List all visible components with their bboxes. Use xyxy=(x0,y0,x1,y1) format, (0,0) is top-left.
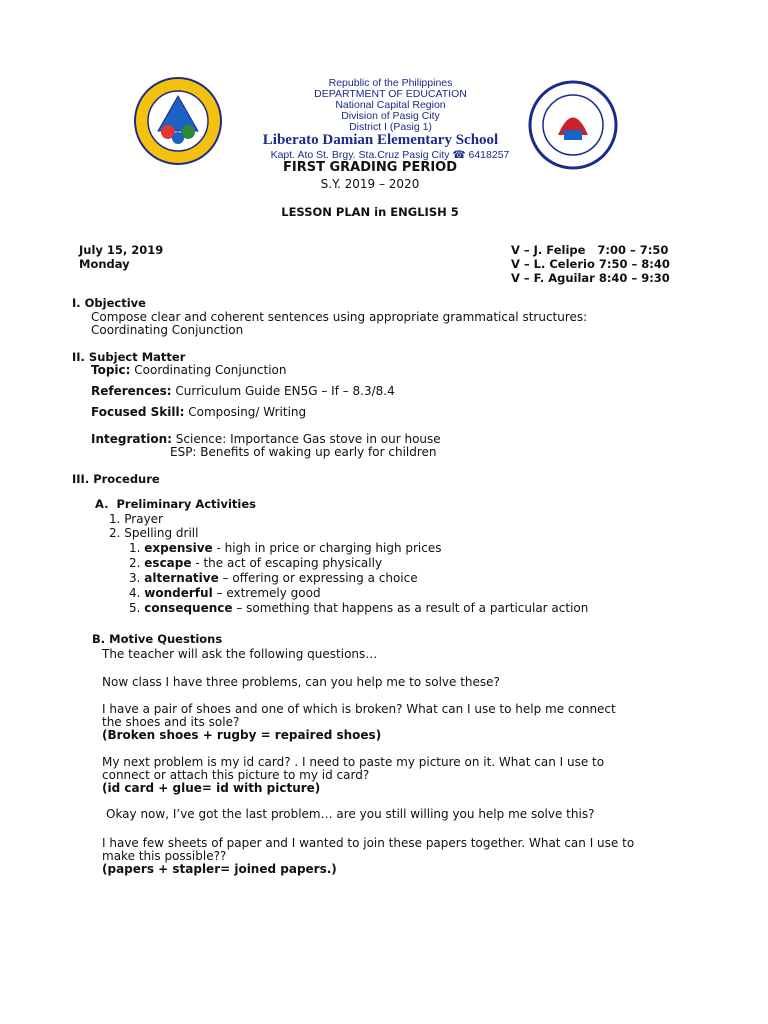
motive-heading: B. Motive Questions xyxy=(92,632,223,646)
skill-value: Composing/ Writing xyxy=(188,405,307,419)
spelling-word-5 xyxy=(129,601,588,615)
topic-row xyxy=(91,363,287,377)
phone-icon: ☎ xyxy=(452,149,466,161)
word-term: consequence xyxy=(144,601,233,615)
integration-esp: ESP: Benefits of waking up early for children xyxy=(170,445,437,459)
subject-heading: II. Subject Matter xyxy=(72,350,186,364)
header-line-4: Division of Pasig City xyxy=(341,110,440,122)
answer-1: (Broken shoes + rugby = repaired shoes) xyxy=(102,728,382,742)
header-line-3: National Capital Region xyxy=(335,99,446,111)
question-3-line-1: I have few sheets of paper and I wanted to join these papers together. What can I use to xyxy=(102,836,635,850)
answer-3: (papers + stapler= joined papers.) xyxy=(102,862,337,876)
answer-2: (id card + glue= id with picture) xyxy=(102,781,321,795)
preliminary-heading: A. Preliminary Activities xyxy=(95,497,256,511)
objective-heading: I. Objective xyxy=(72,296,146,310)
references-row xyxy=(91,384,395,398)
word-definition: – extremely good xyxy=(212,586,321,600)
word-num: 5. xyxy=(129,601,141,615)
division-seal xyxy=(133,76,223,166)
word-term: alternative xyxy=(144,571,219,585)
school-seal xyxy=(528,80,618,170)
references-label: References: xyxy=(91,384,172,398)
school-year: S.Y. 2019 – 2020 xyxy=(320,177,420,191)
word-term: escape xyxy=(144,556,192,570)
word-num: 3. xyxy=(129,571,141,585)
activity-2: 2. Spelling drill xyxy=(109,526,199,540)
procedure-heading: III. Procedure xyxy=(72,472,160,486)
objective-line-1: Compose clear and coherent sentences using appropriate grammatical structures: xyxy=(91,310,588,324)
word-term: expensive xyxy=(144,541,213,555)
question-2-line-1: My next problem is my id card? . I need to paste my picture on it. What can I use to xyxy=(102,755,605,769)
skill-label: Focused Skill: xyxy=(91,405,185,419)
lesson-date: July 15, 2019 xyxy=(79,243,164,257)
word-definition: – offering or expressing a choice xyxy=(218,571,418,585)
word-definition: – something that happens as a result of a particular action xyxy=(232,601,589,615)
spelling-word-1 xyxy=(129,541,441,555)
lesson-day: Monday xyxy=(79,257,130,271)
topic-value: Coordinating Conjunction xyxy=(134,363,287,377)
grading-period: FIRST GRADING PERIOD xyxy=(282,160,458,175)
question-3-intro: Okay now, I’ve got the last problem… are you still willing you help me solve this? xyxy=(106,807,595,821)
phone-number: 6418257 xyxy=(468,149,510,161)
motive-intro: The teacher will ask the following questions… xyxy=(102,647,378,661)
question-2-line-2: connect or attach this picture to my id card? xyxy=(102,768,370,782)
header-line-1: Republic of the Philippines xyxy=(328,77,453,89)
question-3-line-2: make this possible?? xyxy=(102,849,227,863)
skill-row xyxy=(91,405,306,419)
word-num: 2. xyxy=(129,556,141,570)
problems-intro: Now class I have three problems, can you help me to solve these? xyxy=(102,675,500,689)
word-num: 4. xyxy=(129,586,141,600)
integration-science: Science: Importance Gas stove in our house xyxy=(175,432,441,446)
word-num: 1. xyxy=(129,541,141,555)
schedule-3: V – F. Aguilar 8:40 – 9:30 xyxy=(511,271,670,285)
question-1-line-1: I have a pair of shoes and one of which is broken? What can I use to help me connect xyxy=(102,702,616,716)
spelling-word-2 xyxy=(129,556,382,570)
objective-line-2: Coordinating Conjunction xyxy=(91,323,244,337)
schedule-2: V – L. Celerio 7:50 – 8:40 xyxy=(511,257,670,271)
integration-label: Integration: xyxy=(91,432,172,446)
lesson-plan-title: LESSON PLAN in ENGLISH 5 xyxy=(281,205,459,219)
school-name: Liberato Damian Elementary School xyxy=(262,132,499,148)
topic-label: Topic: xyxy=(91,363,131,377)
word-definition: - high in price or charging high prices xyxy=(212,541,442,555)
word-definition: - the act of escaping physically xyxy=(191,556,383,570)
spelling-word-3 xyxy=(129,571,418,585)
spelling-word-4 xyxy=(129,586,321,600)
word-term: wonderful xyxy=(144,586,213,600)
activity-1: 1. Prayer xyxy=(109,512,163,526)
address-text: Kapt. Ato St. Brgy. Sta.Cruz Pasig City xyxy=(270,149,450,161)
references-value: Curriculum Guide EN5G – If – 8.3/8.4 xyxy=(175,384,395,398)
header-line-5: District I (Pasig 1) xyxy=(349,121,432,133)
schedule-1: V – J. Felipe 7:00 – 7:50 xyxy=(511,243,669,257)
integration-row xyxy=(91,432,441,446)
header-lines xyxy=(268,78,513,133)
question-1-line-2: the shoes and its sole? xyxy=(102,715,240,729)
header-line-2: DEPARTMENT OF EDUCATION xyxy=(314,88,467,100)
